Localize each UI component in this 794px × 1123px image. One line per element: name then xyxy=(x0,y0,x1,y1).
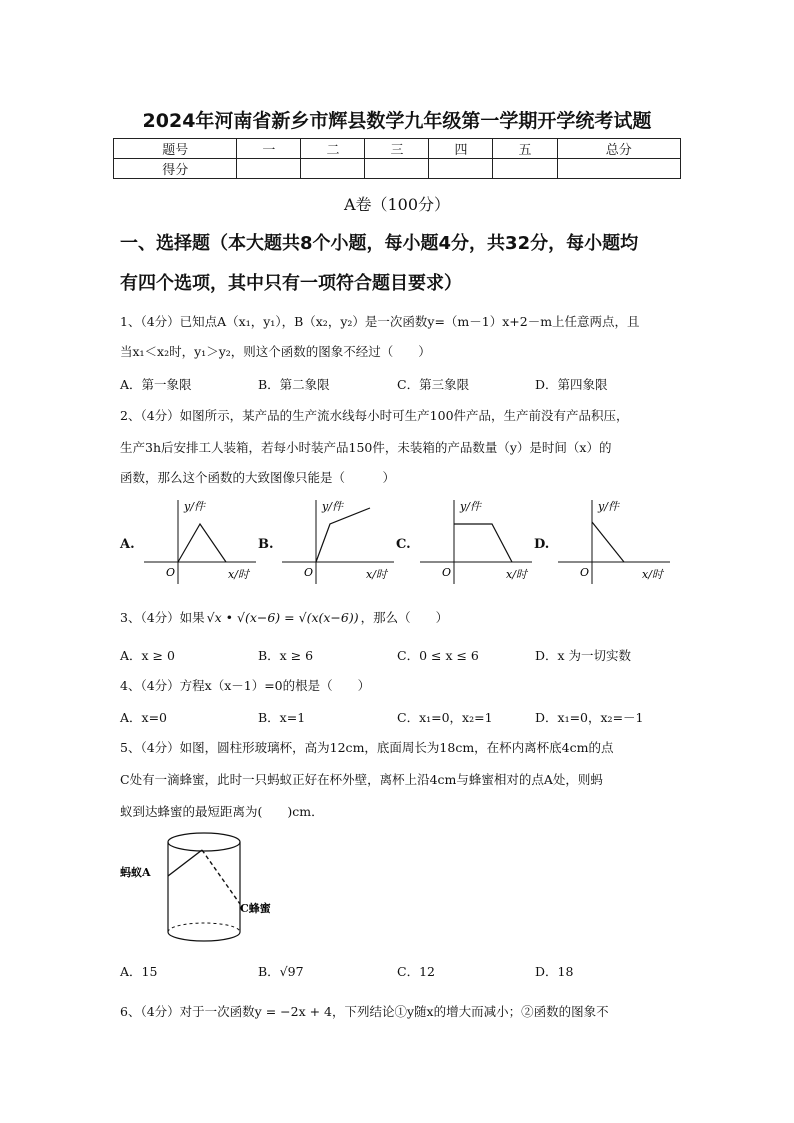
q3-option-d: D．x 为一切实数 xyxy=(535,648,632,663)
q2-graph-b xyxy=(278,496,396,586)
q1-text-line2: 当x₁＜x₂时，y₁＞y₂，则这个函数的图象不经过（ ） xyxy=(120,344,431,359)
section-juan-heading: A卷（100分） xyxy=(343,195,451,214)
q2-b-xlabel: x/时 xyxy=(366,568,387,581)
score-header-cell: 二 xyxy=(301,139,365,159)
q2-option-b-label: B. xyxy=(258,537,274,552)
score-header-cell: 五 xyxy=(493,139,557,159)
q3-text xyxy=(120,604,680,632)
q5-label-honey: C蜂蜜 xyxy=(240,902,271,915)
q1-options xyxy=(120,375,680,397)
score-header-cell: 一 xyxy=(237,139,301,159)
q3-suffix: ，那么（ ） xyxy=(360,610,449,625)
q5-text-line1: 5、（4分）如图，圆柱形玻璃杯，高为12cm，底面周长为18cm，在杯内离杯底4cm的点 xyxy=(120,740,614,755)
score-table xyxy=(113,138,681,179)
q5-options xyxy=(120,962,680,984)
q3-expression: √x • √(x−6) = √(x(x−6)) xyxy=(206,610,359,625)
q2-d-ylabel: y/件 xyxy=(598,500,619,513)
q2-c-origin: O xyxy=(442,566,452,579)
q2-graph-a xyxy=(140,496,258,586)
q5-option-d: D．18 xyxy=(535,964,574,979)
q2-a-origin: O xyxy=(166,566,176,579)
q2-a-ylabel: y/件 xyxy=(184,500,205,513)
q2-d-origin: O xyxy=(580,566,590,579)
score-header-cell: 总分 xyxy=(557,139,681,159)
q5-text-line2: C处有一滴蜂蜜，此时一只蚂蚁正好在杯外壁，离杯上沿4cm与蜂蜜相对的点A处，则蚂 xyxy=(120,772,603,787)
score-header-cell: 四 xyxy=(429,139,493,159)
q2-graph-d xyxy=(554,496,672,586)
q1-option-d: D．第四象限 xyxy=(535,377,608,392)
q2-d-xlabel: x/时 xyxy=(642,568,663,581)
q2-option-a-label: A. xyxy=(120,537,135,552)
q2-graph-c xyxy=(416,496,534,586)
score-cell xyxy=(301,159,365,179)
q5-label-ant: 蚂蚁A xyxy=(120,866,151,879)
q1-text-line1: 1、（4分）已知点A（x₁，y₁），B（x₂，y₂）是一次函数y=（m－1）x+2－m上任意两点，且 xyxy=(120,314,640,329)
q4-text: 4、（4分）方程x（x－1）=0的根是（ ） xyxy=(120,678,371,693)
q2-b-origin: O xyxy=(304,566,314,579)
q2-text-line3: 函数，那么这个函数的大致图像只能是（ ） xyxy=(120,470,396,485)
q2-c-ylabel: y/件 xyxy=(460,500,481,513)
q1-option-c: C．第三象限 xyxy=(397,377,470,392)
q3-option-a: A．x ≥ 0 xyxy=(120,648,175,663)
score-table-header-row xyxy=(114,139,681,159)
q2-c-xlabel: x/时 xyxy=(506,568,527,581)
score-cell xyxy=(429,159,493,179)
q3-prefix: 3、（4分）如果 xyxy=(120,610,205,625)
q4-options xyxy=(120,708,680,730)
score-cell xyxy=(237,159,301,179)
score-row-label: 得分 xyxy=(114,159,237,179)
q5-option-a: A．15 xyxy=(120,964,158,979)
score-table-score-row xyxy=(114,159,681,179)
score-cell xyxy=(365,159,429,179)
score-header-cell: 题号 xyxy=(114,139,237,159)
q2-option-c-label: C. xyxy=(396,537,411,552)
q3-options xyxy=(120,646,680,668)
q5-text-line3: 蚁到达蜂蜜的最短距离为( )cm． xyxy=(120,804,324,819)
q4-option-a: A．x=0 xyxy=(120,710,168,725)
section1-heading-line2: 有四个选项，其中只有一项符合题目要求） xyxy=(120,273,462,294)
q3-option-c: C．0 ≤ x ≤ 6 xyxy=(397,648,479,663)
page-title: 2024年河南省新乡市辉县数学九年级第一学期开学统考试题 xyxy=(142,110,652,132)
q5-option-c: C．12 xyxy=(397,964,435,979)
score-cell xyxy=(557,159,681,179)
q2-b-ylabel: y/件 xyxy=(322,500,343,513)
q4-option-c: C．x₁=0，x₂=1 xyxy=(397,710,493,725)
q4-option-d: D．x₁=0，x₂=－1 xyxy=(535,710,644,725)
score-header-cell: 三 xyxy=(365,139,429,159)
section1-heading-line1: 一、选择题（本大题共8个小题，每小题4分，共32分，每小题均 xyxy=(120,233,639,254)
q5-option-b: B．√97 xyxy=(258,964,304,979)
q5-cylinder-figure xyxy=(118,828,288,948)
q2-text-line1: 2、（4分）如图所示，某产品的生产流水线每小时可生产100件产品，生产前没有产品积压， xyxy=(120,408,629,423)
q2-text-line2: 生产3h后安排工人装箱，若每小时装产品150件，未装箱的产品数量（y）是时间（x）的 xyxy=(120,440,612,455)
q1-option-b: B．第二象限 xyxy=(258,377,330,392)
q1-option-a: A．第一象限 xyxy=(120,377,192,392)
q6-text-line1: 6、（4分）对于一次函数y = −2x + 4，下列结论①y随x的增大而减小；②函数的图象不 xyxy=(120,1004,609,1019)
q4-option-b: B．x=1 xyxy=(258,710,306,725)
q2-option-d-label: D. xyxy=(534,537,550,552)
q2-a-xlabel: x/时 xyxy=(228,568,249,581)
q3-option-b: B．x ≥ 6 xyxy=(258,648,314,663)
score-cell xyxy=(493,159,557,179)
